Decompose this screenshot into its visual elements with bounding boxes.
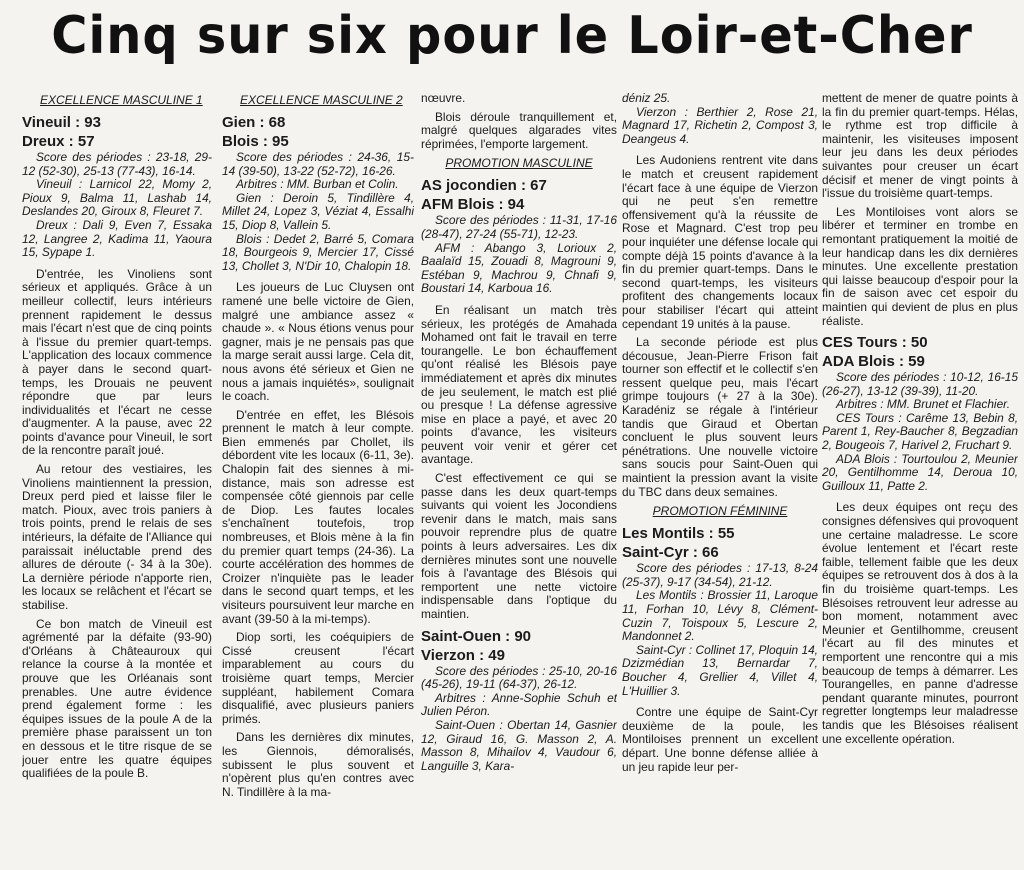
referees: Arbitres : Anne-Sophie Schuh et Julien Péron. — [421, 690, 617, 719]
article-paragraph: Au retour des vestiaires, les Vinoliens maintiennent la pression, Dreux perd pied et laisse filer le match. Pioux, avec trois paniers à trois points, prend le relais de ses intérieurs, la défaite de l'Alliance qui paraissait inéluctable prend des allures de déroute (- 34 à la 30e). La dernière période n'apporte rien, les locaux se relâchent et l'écart se stabilise. — [22, 462, 212, 612]
referees: Arbitres : MM. Brunet et Flachier. — [836, 397, 1011, 412]
article-paragraph: Les Audoniens rentrent vite dans le match et creusent rapidement l'écart face à une équipe de Vierzon qui ne peut s'en remettre offensivement qu'à la réussite de Rose et Magnard. C'est trop peu pour inquiéter une défense locale qui compte déjà 15 points d'avance à la fin du premier quart-temps. Dans le second quart-temps, les visiteurs profitent des changements locaux pour stabiliser l'écart qui atteint cependant 19 unités à la pause. — [622, 153, 818, 331]
period-scores: Score des périodes : 10-12, 16-15 (26-27), 13-12 (39-39), 11-20. — [822, 370, 1018, 398]
lineup: Gien : Deroin 5, Tindillère 4, Millet 24, Lopez 3, Véziat 4, Essalhi 15, Diop 8, Vallein 5. — [222, 190, 414, 232]
article-paragraph: nœuvre. — [421, 92, 466, 105]
section-heading: PROMOTION FÉMININE — [652, 504, 788, 519]
period-scores: Score des périodes : 25-10, 20-16 (45-26), 19-11 (64-37), 26-12. — [421, 663, 617, 692]
lineup: déniz 25. — [622, 92, 671, 105]
section-heading: PROMOTION MASCULINE — [445, 156, 593, 171]
lineup: ADA Blois : Tourtoulou 2, Meunier 20, Gentilhomme 14, Deroua 10, Guilloux 11, Patte 2. — [822, 451, 1018, 493]
period-scores: Score des périodes : 24-36, 15-14 (39-50), 13-22 (52-72), 16-26. — [222, 150, 414, 178]
lineup: Dreux : Dali 9, Even 7, Essaka 12, Langree 2, Kadima 11, Yaoura 15, Sypape 1. — [22, 217, 212, 260]
lineup: Saint-Cyr : Collinet 17, Ploquin 14, Dzizmédian 13, Bernardar 7, Boucher 4, Grellier 4, Villet 4, L'Huillier 3. — [622, 642, 818, 698]
article-paragraph: Ce bon match de Vineuil est agrémenté par la défaite (93-90) d'Orléans à Châteauroux qui relance la course à la montée et prouve que les Orléanais sont prenables. Une autre évidence prend également forme : les équipes issues de la poule A de la première phase paraissent un ton en dessous et le titre risque de se jouer entre les quatre équipes qualifiées de la poule B. — [22, 616, 212, 781]
section-heading: EXCELLENCE MASCULINE 2 — [240, 93, 403, 107]
article-paragraph: C'est effectivement ce qui se passe dans les deux quart-temps suivants qui voient les Jocondiens revenir dans le match, mais sans pouvoir reprendre plus de quatre points à leurs adversaires. Les dix dernières minutes sont une nouvelle fois à l'avantage des Blésois qui remportent une nette victoire indispensable dans l'optique du maintien. — [421, 471, 617, 621]
period-scores: Score des périodes : 17-13, 8-24 (25-37), 9-17 (34-54), 21-12. — [622, 561, 818, 589]
headline: Cinq sur six pour le Loir-et-Cher — [51, 6, 973, 66]
lineup: CES Tours : Carême 13, Bebin 8, Parent 1, Rey-Baucher 8, Begzadian 2, Bougeois 7, Harivel 2, Fruchart 9. — [822, 410, 1018, 453]
section-heading: EXCELLENCE MASCULINE 1 — [40, 93, 203, 107]
lineup: Saint-Ouen : Obertan 14, Gasnier 12, Giraud 16, G. Masson 2, A. Masson 8, Mihailov 4, Vaudour 6, Languille 3, Kara- — [421, 717, 617, 773]
article-paragraph: mettent de mener de quatre points à la fin du premier quart-temps. Hélas, le rythme est trop difficile à maintenir, les visiteuses imposent leur jeu dans les deux périodes suivantes pour creuser un écart décisif et mener de vingt points à l'issue du troisième quart-temps. — [822, 92, 1018, 201]
column-4 — [622, 92, 818, 867]
team-score: AS jocondien : 67 — [421, 177, 547, 195]
article-paragraph: Les Montiloises vont alors se libérer et terminer en trombe en remontant pratiquement la moitié de leur handicap dans les dix dernières minutes. Une excellente prestation qui laisse beaucoup d'espoir pour la fin de saison avec cet espoir du maintien qui devient de plus en plus réaliste. — [822, 204, 1018, 328]
lineup: Vierzon : Berthier 2, Rose 21, Magnard 17, Richetin 2, Compost 3, Deangeus 4. — [622, 104, 818, 146]
column-3 — [421, 92, 617, 867]
team-score: Blois : 95 — [222, 133, 289, 150]
team-score: Saint-Ouen : 90 — [421, 627, 532, 645]
team-score: Saint-Cyr : 66 — [622, 544, 719, 562]
team-score: AFM Blois : 94 — [421, 196, 525, 214]
article-paragraph: D'entrée en effet, les Blésois prennent le match à leur compte. Bien emmenés par Chollet, ils débordent vite les locaux (6-11, 3e). Chalopin fait des siennes à mi-distance, mais son adresse est compensée côté giennois par celle de Diop. Les fautes locales s'enchaînent toutefois, trop nombreuses, et Blois mène à la fin du premier quart temps (24-36). La courte accélération des hommes de Croizer n'inquiète pas le leader dans le second quart temps, et les visiteurs poursuivent leur marche en avant (39-50 à la mi-temps). — [222, 407, 414, 626]
period-scores: Score des périodes : 11-31, 17-16 (28-47), 27-24 (55-71), 12-23. — [421, 213, 617, 241]
team-score: CES Tours : 50 — [822, 334, 928, 352]
column-1 — [22, 92, 212, 867]
lineup: AFM : Abango 3, Lorioux 2, Baalaïd 15, Zouadi 8, Magrouni 9, Estéban 9, Machrou 9, Chnafi 9, Boustari 14, Karboua 16. — [421, 240, 617, 296]
article-paragraph: D'entrée, les Vinoliens sont sérieux et appliqués. Grâce à un meilleur collectif, leurs intérieurs prennent rapidement le dessus mais l'écart n'est que de cinq points à l'issue du premier quart-temps. L'application des locaux commence à payer dans le second quart-temps, les Drouais ne peuvent répondre que par leurs individualités et l'écart ne cesse d'augmenter. A la pause, avec 22 points d'avance pour Vineuil, le sort de la rencontre paraît joué. — [22, 266, 212, 458]
team-score: Dreux : 57 — [22, 133, 95, 150]
article-paragraph: Les joueurs de Luc Cluysen ont ramené une belle victoire de Gien, malgré une ambiance assez « chaude ». « Nous étions venus pour gagner, mais je ne pensais pas que la marge serait aussi large. Cela dit, nous avons été sérieux et Gien ne nous a jamais inquiétés», soulignait le coach. — [222, 280, 414, 404]
column-2 — [222, 92, 414, 867]
team-score: Vierzon : 49 — [421, 646, 505, 664]
article-paragraph: Dans les dernières dix minutes, les Giennois, démoralisés, subissent le plus souvent et n'opèrent plus qu'en contres avec N. Tindillère à la ma- — [222, 730, 414, 799]
article-paragraph: Les deux équipes ont reçu des consignes défensives qui provoquent une certaine maladresse. Le score évolue lentement et l'écart reste faible, tellement faible que les deux équipes se retrouvent dos à dos à la fin du troisième quart-temps. Les Blésoises retrouvent leur adresse au bon moment, notamment avec Meunier et Gentilhomme, creusent l'écart au fil des minutes et remportent une rencontre qui a mis beaucoup de temps à démarrer. Les Tourangelles, en panne d'adresse pendant quarante minutes, pourront regretter longtemps leur maladresse tandis que les Blésoises réalisent une excellente opération. — [822, 500, 1018, 746]
team-score: Vineuil : 93 — [22, 114, 101, 131]
team-score: Les Montils : 55 — [622, 525, 735, 543]
article-paragraph: Diop sorti, les coéquipiers de Cissé creusent l'écart imparablement au cours du troisième quart temps, Mercier suppléant, habilement Comara disqualifié, avec plusieurs paniers primés. — [222, 630, 414, 726]
team-score: ADA Blois : 59 — [822, 353, 925, 371]
article-paragraph: Contre une équipe de Saint-Cyr deuxième de la poule, les Montiloises prennent un excellent départ. Une bonne défense alliée à un jeu rapide leur per- — [622, 705, 818, 774]
lineup: Blois : Dedet 2, Barré 5, Comara 18, Bourgeois 9, Mercier 17, Cissé 13, Chollet 3, N'Dir 10, Chalopin 18. — [222, 231, 414, 273]
period-scores: Score des périodes : 23-18, 29-12 (52-30), 25-13 (77-43), 16-14. — [22, 150, 212, 178]
column-5 — [822, 92, 1018, 867]
referees: Arbitres : MM. Burban et Colin. — [236, 177, 399, 192]
team-score: Gien : 68 — [222, 114, 286, 131]
article-paragraph: La seconde période est plus décousue, Jean-Pierre Frison fait tourner son effectif et le collectif s'en ressent quelque peu, mais l'écart grimpe toujours (+ 27 à la 30e). Karadéniz se régale à l'intérieur tandis que Giraud et Obertan concluent le plus souvent leurs pénétrations. Une nouvelle victoire sans soucis pour Saint-Ouen qui maintient la pression avant la visite du TBC dans deux semaines. — [622, 335, 818, 499]
lineup: Les Montils : Brossier 11, Laroque 11, Forhan 10, Lévy 8, Clément-Cuzin 7, Toispoux 5, Lescure 2, Mandonnet 2. — [622, 588, 818, 644]
article-paragraph: En réalisant un match très sérieux, les protégés de Amahada Mohamed ont fait le travail en terre tourangelle. Le bon échauffement qu'ont réalisé les Blésois paye immédiatement et après dix minutes de jeu seulement, le match est plié ou presque ! La défense agressive mise en place a payé, et avec 20 points d'avance, les visiteurs peuvent voir venir et gérer cet avantage. — [421, 302, 617, 467]
lineup: Vineuil : Larnicol 22, Momy 2, Pioux 9, Balma 11, Lashab 14, Deslandes 20, Giroux 8, Fleuret 7. — [22, 177, 212, 219]
article-paragraph: Blois déroule tranquillement et, malgré quelques algarades vites réprimées, l'emporte largement. — [421, 109, 617, 151]
